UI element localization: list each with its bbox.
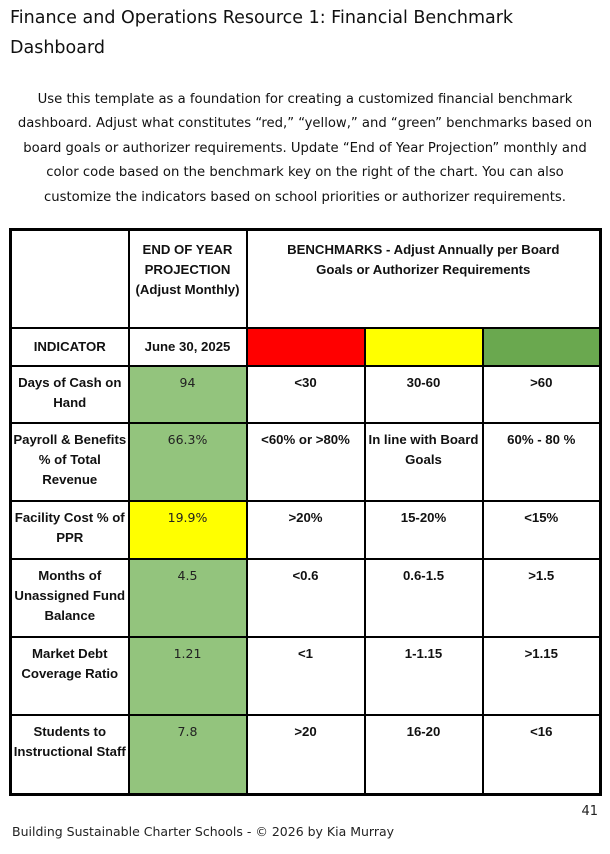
indicator-cell: Payroll & Benefits % of Total Revenue — [11, 423, 129, 501]
projection-cell: 19.9% — [129, 501, 247, 559]
indicator-cell: Market Debt Coverage Ratio — [11, 637, 129, 715]
page-number: 41 — [581, 804, 598, 819]
yellow-benchmark-cell: 15-20% — [365, 501, 483, 559]
indicator-cell: Facility Cost % of PPR — [11, 501, 129, 559]
indicator-cell: Days of Cash on Hand — [11, 366, 129, 423]
table-row — [11, 501, 601, 559]
footer-text: Building Sustainable Charter Schools - © 2026 by Kia Murray — [12, 824, 395, 839]
table-header-row — [11, 230, 601, 328]
red-benchmark-cell: >20 — [247, 715, 365, 795]
projection-header: END OF YEAR PROJECTION (Adjust Monthly) — [129, 230, 247, 328]
yellow-benchmark-cell: 30-60 — [365, 366, 483, 423]
benchmarks-header: BENCHMARKS - Adjust Annually per Board Goals or Authorizer Requirements — [247, 230, 601, 328]
yellow-benchmark-cell: 0.6-1.5 — [365, 559, 483, 637]
projection-cell: 7.8 — [129, 715, 247, 795]
green-benchmark-cell: <15% — [483, 501, 601, 559]
green-benchmark-cell: <16 — [483, 715, 601, 795]
projection-cell: 1.21 — [129, 637, 247, 715]
table-row — [11, 715, 601, 795]
green-benchmark-cell: >1.5 — [483, 559, 601, 637]
table-row — [11, 423, 601, 501]
date-label: June 30, 2025 — [129, 328, 247, 366]
page-title: Finance and Operations Resource 1: Financial Benchmark Dashboard — [10, 8, 514, 58]
yellow-benchmark-cell: 1-1.15 — [365, 637, 483, 715]
yellow-benchmark-cell: 16-20 — [365, 715, 483, 795]
yellow-benchmark-cell: In line with Board Goals — [365, 423, 483, 501]
projection-cell: 4.5 — [129, 559, 247, 637]
intro-paragraph: Use this template as a foundation for creating a customized financial benchmark dashboard. Adjust what constitutes “red,” “yellow,” and “green” benchmarks based on board goals or authorizer requirements. Update “End of Year Projection” monthly and color code based on the benchmark key on the right of the chart. You can also customize the indicators based on school priorities or authorizer requirements. — [17, 92, 593, 205]
indicator-cell: Students to Instructional Staff — [11, 715, 129, 795]
projection-cell: 66.3% — [129, 423, 247, 501]
red-benchmark-cell: <60% or >80% — [247, 423, 365, 501]
red-key-swatch — [247, 328, 365, 366]
green-benchmark-cell: >60 — [483, 366, 601, 423]
green-key-swatch — [483, 328, 601, 366]
table-row — [11, 559, 601, 637]
green-benchmark-cell: >1.15 — [483, 637, 601, 715]
red-benchmark-cell: <0.6 — [247, 559, 365, 637]
indicator-cell: Months of Unassigned Fund Balance — [11, 559, 129, 637]
projection-cell: 94 — [129, 366, 247, 423]
key-row — [11, 328, 601, 366]
red-benchmark-cell: <30 — [247, 366, 365, 423]
yellow-key-swatch — [365, 328, 483, 366]
red-benchmark-cell: <1 — [247, 637, 365, 715]
table-row — [11, 366, 601, 423]
table-row — [11, 637, 601, 715]
green-benchmark-cell: 60% - 80 % — [483, 423, 601, 501]
benchmark-table — [9, 228, 602, 796]
red-benchmark-cell: >20% — [247, 501, 365, 559]
empty-header-cell — [11, 230, 129, 328]
indicator-label: INDICATOR — [11, 328, 129, 366]
